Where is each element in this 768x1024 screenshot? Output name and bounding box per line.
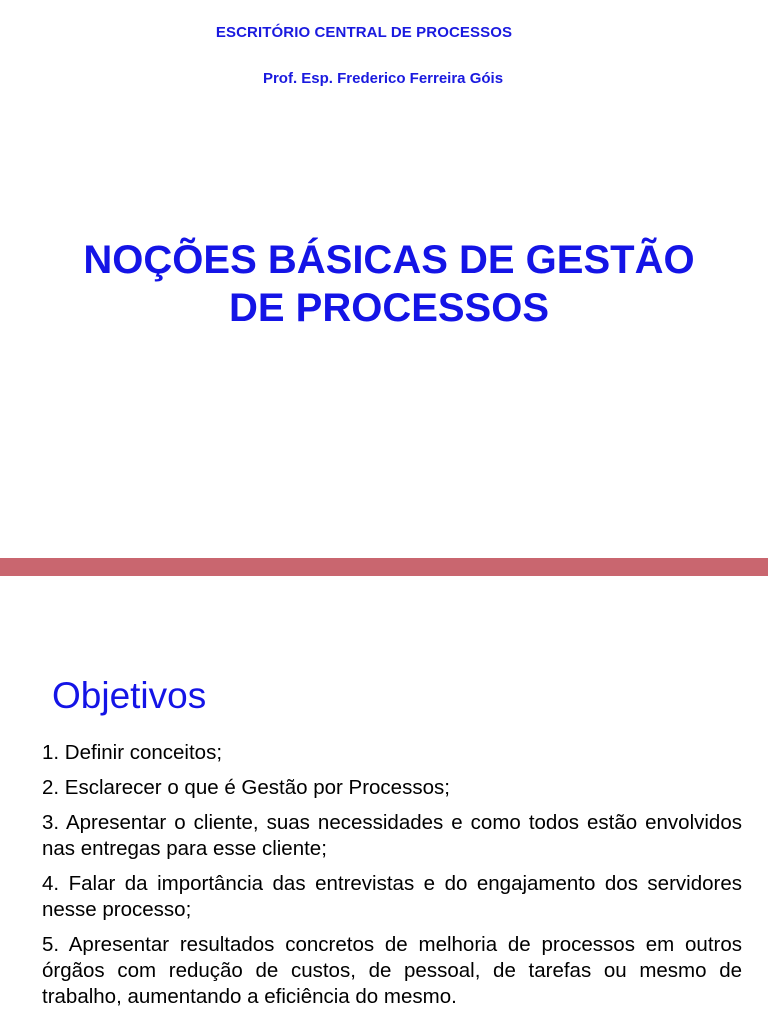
objective-item: 1. Definir conceitos; — [42, 741, 223, 764]
objective-item: 5. Apresentar resultados concretos de melhoria de processos em outros órgãos com redução de custos, de pessoal, de tarefas ou mesmo de trabalho, aumentando a eficiência do mesmo. — [42, 933, 742, 1008]
organization-name: ESCRITÓRIO CENTRAL DE PROCESSOS — [215, 24, 513, 41]
slide-title-line-1: NOÇÕES BÁSICAS DE GESTÃO — [83, 238, 695, 282]
objectives-list — [42, 740, 742, 1019]
objective-item: 2. Esclarecer o que é Gestão por Processos; — [42, 776, 450, 799]
objective-item: 4. Falar da importância das entrevistas e do engajamento dos servidores nesse processo; — [42, 872, 742, 921]
slide-title — [30, 236, 748, 332]
objective-item: 3. Apresentar o cliente, suas necessidades e como todos estão envolvidos nas entregas para esse cliente; — [42, 811, 742, 860]
slide-divider — [0, 558, 768, 576]
professor-name: Prof. Esp. Frederico Ferreira Góis — [262, 70, 504, 87]
objectives-heading: Objetivos — [52, 675, 207, 716]
slide-title-line-2: DE PROCESSOS — [228, 286, 550, 330]
